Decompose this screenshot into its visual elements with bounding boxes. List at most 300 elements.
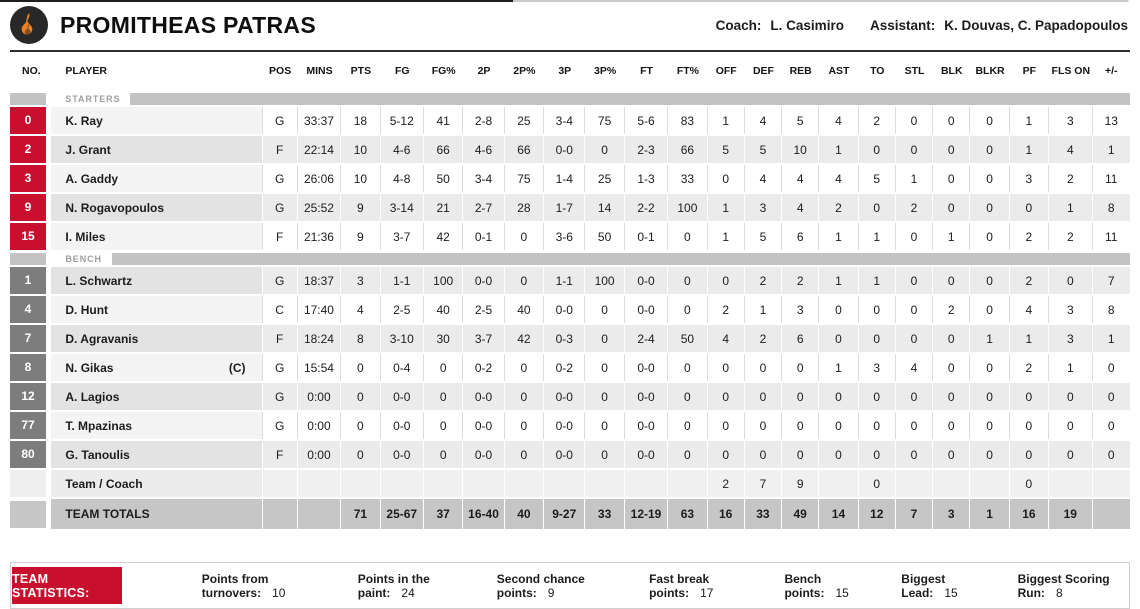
player-name-cell <box>51 383 262 410</box>
totals-stat-cell: 14 <box>819 499 858 529</box>
player-name-wrap <box>51 267 261 294</box>
stat-cell: 0 <box>708 383 745 410</box>
col-header-mins: MINS <box>298 50 341 90</box>
stat-cell: 0-0 <box>463 412 504 439</box>
stat-cell: 0 <box>819 296 858 323</box>
player-name-cell <box>51 296 262 323</box>
stat-cell: 0 <box>708 165 745 192</box>
team-stat-label: Points from turnovers: <box>201 571 269 600</box>
captain-marker: (C) <box>228 360 246 375</box>
player-row <box>10 165 1130 192</box>
section-label-cell <box>51 252 262 265</box>
stat-cell: 2 <box>745 325 782 352</box>
player-name-wrap <box>51 194 261 221</box>
jersey-number-badge: 15 <box>10 223 46 250</box>
pos-cell: G <box>263 383 298 410</box>
player-name-cell <box>51 412 262 439</box>
stat-cell: 0 <box>668 441 707 468</box>
stat-cell: 1 <box>819 267 858 294</box>
stat-cell: 0-0 <box>625 296 668 323</box>
section-bar-cell <box>263 252 1130 265</box>
stat-cell: 0-3 <box>544 325 585 352</box>
stat-cell: 0 <box>505 223 544 250</box>
stat-cell: 100 <box>424 267 463 294</box>
team-statistics-bar <box>10 562 1130 609</box>
section-header-row <box>10 92 1130 105</box>
stat-cell: 3 <box>782 296 819 323</box>
stat-cell: 0 <box>970 412 1009 439</box>
team-stat-item <box>784 572 867 600</box>
stat-cell: 2 <box>1049 223 1092 250</box>
assistant-info <box>870 18 1128 33</box>
flame-icon <box>18 12 40 38</box>
player-name-wrap <box>51 354 261 381</box>
player-name-cell <box>51 354 262 381</box>
stat-cell: 0 <box>1049 383 1092 410</box>
totals-stat-cell <box>1093 499 1130 529</box>
stat-cell: 2-5 <box>463 296 504 323</box>
player-name-cell <box>51 136 262 163</box>
team-stat-item <box>497 572 615 600</box>
totals-stat-cell: 1 <box>970 499 1009 529</box>
player-name-wrap <box>51 412 261 439</box>
stat-cell: 100 <box>585 267 624 294</box>
stat-cell: 0 <box>708 354 745 381</box>
stat-cell: 1-7 <box>544 194 585 221</box>
team-stat-value: 10 <box>272 585 286 600</box>
totals-number-spacer <box>10 501 46 528</box>
section-bar <box>130 93 262 105</box>
stat-cell: 0 <box>819 412 858 439</box>
team-stat-value: 15 <box>835 585 849 600</box>
stat-cell: 0-0 <box>381 383 424 410</box>
stat-cell: 0 <box>341 441 380 468</box>
stat-cell: 0 <box>970 354 1009 381</box>
player-name-cell <box>51 194 262 221</box>
totals-stat-cell: 40 <box>505 499 544 529</box>
stat-cell: 0-0 <box>381 441 424 468</box>
stat-cell: 0-1 <box>463 223 504 250</box>
col-header-ast: AST <box>819 50 858 90</box>
player-name-wrap <box>51 165 261 192</box>
stat-cell: 10 <box>341 136 380 163</box>
col-header-no: NO. <box>10 50 51 90</box>
player-row <box>10 194 1130 221</box>
pos-cell: F <box>263 136 298 163</box>
stat-cell: 0 <box>896 136 933 163</box>
stat-cell: 0 <box>782 441 819 468</box>
col-header-fg: FG <box>381 50 424 90</box>
jersey-number-badge: 3 <box>10 165 46 192</box>
stat-cell: 0 <box>859 325 896 352</box>
stat-cell: 0 <box>859 470 896 497</box>
totals-stat-cell: 3 <box>933 499 970 529</box>
stat-cell: 0 <box>1010 412 1049 439</box>
stat-cell: 1 <box>1093 325 1130 352</box>
stat-cell: 0 <box>896 325 933 352</box>
jersey-number-cell <box>10 354 51 381</box>
box-score-table <box>10 48 1130 531</box>
totals-stat-cell: 12-19 <box>625 499 668 529</box>
stat-cell: 50 <box>585 223 624 250</box>
player-name-wrap <box>51 136 261 163</box>
pos-cell: G <box>263 354 298 381</box>
stat-cell: 0 <box>896 267 933 294</box>
stat-cell: 1 <box>1049 354 1092 381</box>
jersey-number-cell <box>10 296 51 323</box>
pos-cell: G <box>263 267 298 294</box>
stat-cell: 0-0 <box>463 441 504 468</box>
stat-cell: 8 <box>341 325 380 352</box>
totals-stat-cell: 16 <box>1010 499 1049 529</box>
column-header-row <box>10 50 1130 90</box>
stat-cell: 0 <box>585 354 624 381</box>
player-name-wrap <box>51 107 261 134</box>
assistant-names: K. Douvas, C. Papadopoulos <box>944 17 1128 33</box>
stat-cell: 5 <box>745 223 782 250</box>
stat-cell <box>585 470 624 497</box>
totals-stat-cell: 49 <box>782 499 819 529</box>
player-name-cell <box>51 165 262 192</box>
pos-cell: F <box>263 223 298 250</box>
team-statistics-items <box>202 572 1129 600</box>
stat-cell: 5-12 <box>381 107 424 134</box>
stat-cell: 30 <box>424 325 463 352</box>
stat-cell: 50 <box>668 325 707 352</box>
stat-cell: 0 <box>1049 441 1092 468</box>
team-stat-value: 9 <box>547 585 555 600</box>
pos-cell: G <box>263 165 298 192</box>
player-name: J. Grant <box>65 142 111 157</box>
stat-cell: 0 <box>970 383 1009 410</box>
stat-cell: 0 <box>585 325 624 352</box>
totals-stat-cell: 19 <box>1049 499 1092 529</box>
team-stat-item <box>649 572 750 600</box>
stat-cell: 0 <box>970 296 1009 323</box>
stat-cell <box>819 470 858 497</box>
stat-cell: 4 <box>1010 296 1049 323</box>
stat-cell: 2 <box>708 296 745 323</box>
stat-cell: 3-7 <box>381 223 424 250</box>
col-header-pos: POS <box>263 50 298 90</box>
stat-cell: 6 <box>782 325 819 352</box>
stat-cell: 0 <box>341 354 380 381</box>
stat-cell <box>970 470 1009 497</box>
totals-stat-cell: 37 <box>424 499 463 529</box>
stat-cell: 0-0 <box>544 441 585 468</box>
player-row <box>10 354 1130 381</box>
stat-cell: 0 <box>933 325 970 352</box>
team-stat-label: Bench points: <box>784 571 825 600</box>
section-label-wrap <box>51 252 262 265</box>
stat-cell: 0 <box>668 412 707 439</box>
col-header-blkr: BLKR <box>970 50 1009 90</box>
jersey-number-cell <box>10 136 51 163</box>
totals-stat-cell: 71 <box>341 499 380 529</box>
stat-cell: 0 <box>708 412 745 439</box>
player-row <box>10 136 1130 163</box>
stat-cell: 0 <box>1093 441 1130 468</box>
jersey-number-badge: 7 <box>10 325 46 352</box>
stat-cell: 1 <box>745 296 782 323</box>
col-header-3p%: 3P% <box>585 50 624 90</box>
stat-cell: 0 <box>668 267 707 294</box>
player-row <box>10 107 1130 134</box>
stat-cell: 0-0 <box>625 441 668 468</box>
totals-stat-cell: 12 <box>859 499 896 529</box>
mins-cell: 0:00 <box>298 383 341 410</box>
stat-cell: 0 <box>896 383 933 410</box>
stat-cell: 0 <box>424 412 463 439</box>
stat-cell: 9 <box>341 223 380 250</box>
col-header-2p: 2P <box>463 50 504 90</box>
section-bar <box>112 253 263 265</box>
player-name: N. Rogavopoulos <box>65 200 165 215</box>
jersey-number-cell <box>10 412 51 439</box>
stat-cell: 0 <box>896 296 933 323</box>
team-stat-value: 24 <box>401 585 415 600</box>
player-name: L. Schwartz <box>65 273 133 288</box>
jersey-number-badge: 8 <box>10 354 46 381</box>
stat-cell <box>1093 470 1130 497</box>
stat-cell: 0 <box>505 412 544 439</box>
stat-cell: 7 <box>1093 267 1130 294</box>
stat-cell: 75 <box>505 165 544 192</box>
totals-stat-cell: 25-67 <box>381 499 424 529</box>
team-stat-label: Second chance points: <box>496 571 585 600</box>
col-header-off: OFF <box>708 50 745 90</box>
stat-cell: 0-0 <box>625 412 668 439</box>
player-name: Team / Coach <box>65 476 143 491</box>
stat-cell: 1 <box>819 136 858 163</box>
stat-cell: 0-0 <box>625 354 668 381</box>
stat-cell: 1 <box>708 194 745 221</box>
stat-cell: 0-0 <box>544 412 585 439</box>
stat-cell: 0 <box>1010 383 1049 410</box>
stat-cell: 41 <box>424 107 463 134</box>
stat-cell: 9 <box>341 194 380 221</box>
stat-cell: 0 <box>708 441 745 468</box>
section-bar <box>10 253 46 265</box>
player-row <box>10 296 1130 323</box>
player-name-cell <box>51 107 262 134</box>
section-bar-cell <box>263 92 1130 105</box>
stat-cell: 0 <box>1093 383 1130 410</box>
player-name-wrap <box>51 441 261 468</box>
jersey-number-cell <box>10 383 51 410</box>
stat-cell: 11 <box>1093 165 1130 192</box>
stat-cell: 2 <box>819 194 858 221</box>
mins-cell: 18:24 <box>298 325 341 352</box>
jersey-number-badge: 0 <box>10 107 46 134</box>
section-bar <box>263 253 1130 265</box>
stat-cell: 0 <box>896 107 933 134</box>
mins-cell: 0:00 <box>298 441 341 468</box>
stat-cell: 4 <box>341 296 380 323</box>
stat-cell: 0 <box>896 412 933 439</box>
jersey-number-badge: 4 <box>10 296 46 323</box>
totals-number-cell <box>10 499 51 529</box>
stat-cell: 0 <box>970 267 1009 294</box>
team-stat-item <box>358 572 463 600</box>
stat-cell: 1 <box>933 223 970 250</box>
stat-cell: 3 <box>1049 296 1092 323</box>
stat-cell: 25 <box>585 165 624 192</box>
stat-cell: 1 <box>1010 136 1049 163</box>
stat-cell: 1 <box>859 223 896 250</box>
box-score-page <box>0 2 1140 609</box>
stat-cell: 0-0 <box>544 136 585 163</box>
pos-cell: G <box>263 107 298 134</box>
stat-cell: 0 <box>970 107 1009 134</box>
mins-cell: 18:37 <box>298 267 341 294</box>
player-name: A. Lagios <box>65 389 120 404</box>
stat-cell: 0 <box>819 325 858 352</box>
mins-cell: 15:54 <box>298 354 341 381</box>
stat-cell: 3 <box>1010 165 1049 192</box>
stat-cell: 0 <box>668 354 707 381</box>
stat-cell: 0 <box>1049 267 1092 294</box>
stat-cell: 0 <box>933 441 970 468</box>
stat-cell: 100 <box>668 194 707 221</box>
stat-cell: 4 <box>782 194 819 221</box>
stat-cell: 5 <box>708 136 745 163</box>
jersey-number-badge: 80 <box>10 441 46 468</box>
player-name: N. Gikas <box>65 360 114 375</box>
stat-cell <box>896 470 933 497</box>
stat-cell: 1 <box>970 325 1009 352</box>
stat-cell: 0 <box>585 296 624 323</box>
mins-cell: 33:37 <box>298 107 341 134</box>
team-stat-label: Points in the paint: <box>357 571 430 600</box>
jersey-number-cell <box>10 267 51 294</box>
stat-cell: 0 <box>1049 412 1092 439</box>
stat-cell: 4-6 <box>463 136 504 163</box>
stat-cell: 2-2 <box>625 194 668 221</box>
player-name: A. Gaddy <box>65 171 119 186</box>
stat-cell: 0 <box>424 354 463 381</box>
stat-cell: 3-4 <box>463 165 504 192</box>
stat-cell: 3 <box>1049 107 1092 134</box>
stat-cell: 0 <box>859 194 896 221</box>
stat-cell: 0 <box>424 441 463 468</box>
stat-cell: 4 <box>896 354 933 381</box>
stat-cell: 10 <box>782 136 819 163</box>
jersey-number-badge: 2 <box>10 136 46 163</box>
stat-cell: 0 <box>585 412 624 439</box>
stat-cell: 0 <box>585 441 624 468</box>
jersey-number-cell <box>10 441 51 468</box>
stat-cell: 0-0 <box>463 383 504 410</box>
stat-cell: 1 <box>708 107 745 134</box>
stat-cell: 0 <box>859 136 896 163</box>
team-stat-label: Biggest Lead: <box>901 571 946 600</box>
jersey-number-cell <box>10 165 51 192</box>
stat-cell: 0 <box>970 194 1009 221</box>
stat-cell: 0 <box>782 383 819 410</box>
stat-cell: 0 <box>1093 354 1130 381</box>
stat-cell: 0 <box>933 354 970 381</box>
stat-cell: 2 <box>896 194 933 221</box>
stat-cell: 0 <box>745 354 782 381</box>
mins-cell: 0:00 <box>298 412 341 439</box>
team-stat-label: Biggest Scoring Run: <box>1017 571 1110 600</box>
stat-cell: 21 <box>424 194 463 221</box>
stat-cell: 0-0 <box>625 267 668 294</box>
stat-cell: 7 <box>745 470 782 497</box>
jersey-number-badge: 12 <box>10 383 46 410</box>
stat-cell: 0 <box>341 412 380 439</box>
section-bar-cell <box>10 252 51 265</box>
stat-cell: 0 <box>1010 470 1049 497</box>
stat-cell: 0 <box>745 383 782 410</box>
stat-cell: 5 <box>745 136 782 163</box>
col-header-player: PLAYER <box>51 50 262 90</box>
pos-cell: G <box>263 412 298 439</box>
mins-cell: 17:40 <box>298 296 341 323</box>
jersey-number-cell <box>10 470 51 497</box>
stat-cell: 2 <box>782 267 819 294</box>
section-bar <box>10 93 46 105</box>
stat-cell: 3 <box>859 354 896 381</box>
stat-cell: 6 <box>782 223 819 250</box>
stat-cell: 0-0 <box>625 383 668 410</box>
pos-cell <box>263 499 298 529</box>
jersey-number-badge: 9 <box>10 194 46 221</box>
stat-cell: 0-0 <box>463 267 504 294</box>
stat-cell: 0 <box>933 136 970 163</box>
stat-cell: 4-6 <box>381 136 424 163</box>
team-logo-icon <box>10 6 48 44</box>
stat-cell: 2 <box>1010 267 1049 294</box>
stat-cell: 2 <box>708 470 745 497</box>
stat-cell: 10 <box>341 165 380 192</box>
stat-cell: 14 <box>585 194 624 221</box>
stat-cell: 25 <box>505 107 544 134</box>
player-name-cell <box>51 325 262 352</box>
stat-cell: 0 <box>933 107 970 134</box>
jersey-number-cell <box>10 325 51 352</box>
totals-stat-cell: 9-27 <box>544 499 585 529</box>
stat-cell: 5-6 <box>625 107 668 134</box>
stat-cell: 0 <box>341 383 380 410</box>
player-row <box>10 267 1130 294</box>
team-identity <box>10 6 316 44</box>
stat-cell: 1 <box>1093 136 1130 163</box>
team-header <box>10 2 1130 48</box>
stat-cell: 3 <box>1049 325 1092 352</box>
stat-cell: 0-1 <box>625 223 668 250</box>
team-stat-value: 8 <box>1055 585 1063 600</box>
player-name: G. Tanoulis <box>65 447 130 462</box>
stat-cell <box>668 470 707 497</box>
pos-cell: C <box>263 296 298 323</box>
team-stat-item <box>1018 572 1129 600</box>
stat-cell: 4 <box>745 107 782 134</box>
jersey-number-cell <box>10 223 51 250</box>
mins-cell <box>298 499 341 529</box>
stat-cell: 1 <box>819 223 858 250</box>
stat-cell: 3-10 <box>381 325 424 352</box>
stat-cell: 2-4 <box>625 325 668 352</box>
col-header-fg%: FG% <box>424 50 463 90</box>
stat-cell: 5 <box>782 107 819 134</box>
stat-cell: 13 <box>1093 107 1130 134</box>
totals-label-cell <box>51 499 262 529</box>
stat-cell: 0 <box>933 383 970 410</box>
jersey-number-cell <box>10 107 51 134</box>
totals-stat-cell: 33 <box>585 499 624 529</box>
